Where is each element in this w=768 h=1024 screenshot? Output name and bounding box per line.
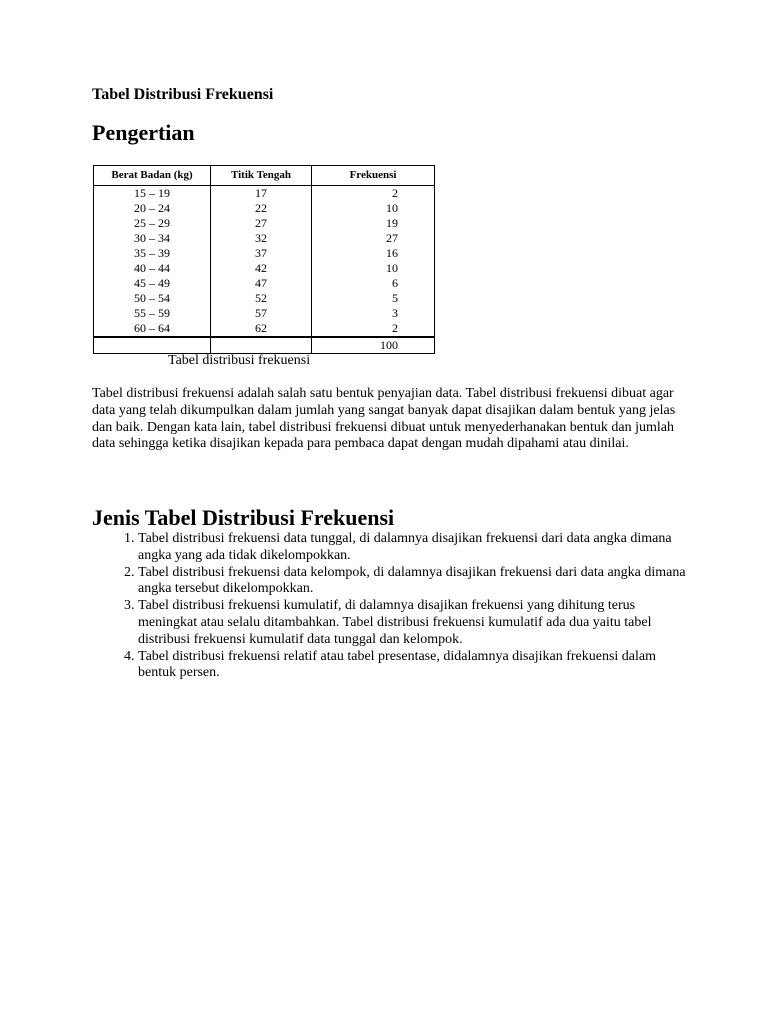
- cell-titik-tengah: 42: [211, 261, 312, 276]
- cell-frekuensi: 10: [312, 261, 435, 276]
- cell-berat-badan: 35 – 39: [94, 246, 211, 261]
- table-row: [94, 291, 435, 306]
- header-berat-badan: Berat Badan (kg): [94, 166, 211, 186]
- table-caption: Tabel distribusi frekuensi: [168, 353, 311, 368]
- table-row: [94, 246, 435, 261]
- heading-pengertian: Pengertian: [92, 120, 195, 145]
- table-header-row: [94, 166, 435, 186]
- header-frekuensi: Frekuensi: [312, 166, 435, 186]
- cell-frekuensi: 27: [312, 231, 435, 246]
- pengertian-paragraph: Tabel distribusi frekuensi adalah salah satu bentuk penyajian data. Tabel distribusi frekuensi dibuat agar data yang telah dikumpulkan dalam jumlah yang sangat banyak dapat disajikan dalam bentuk yang jelas dan baik. Dengan kata lain, tabel distribusi frekuensi dibuat untuk menyederhanakan bentuk dan jumlah data sehingga ketika disajikan kepada para pembaca dapat dengan mudah dipahami atau dinilai.: [92, 386, 676, 452]
- cell-frekuensi: 19: [312, 216, 435, 231]
- cell-berat-badan: 40 – 44: [94, 261, 211, 276]
- cell-frekuensi: 5: [312, 291, 435, 306]
- table-body: [94, 186, 435, 354]
- document-title: Tabel Distribusi Frekuensi: [92, 86, 274, 103]
- heading-jenis: Jenis Tabel Distribusi Frekuensi: [92, 505, 395, 530]
- cell-frekuensi: 6: [312, 276, 435, 291]
- table-row: [94, 261, 435, 276]
- cell-titik-tengah: 57: [211, 306, 312, 321]
- cell-titik-tengah: 52: [211, 291, 312, 306]
- cell-frekuensi: 2: [312, 186, 435, 202]
- cell-frekuensi: 2: [312, 321, 435, 337]
- cell-frekuensi: 16: [312, 246, 435, 261]
- frequency-table: [93, 165, 435, 354]
- table-row: [94, 306, 435, 321]
- cell-frekuensi: 3: [312, 306, 435, 321]
- list-item: 4. Tabel distribusi frekuensi relatif atau tabel presentase, didalamnya disajikan frekuensi dalam bentuk persen.: [138, 649, 692, 683]
- table-row: [94, 231, 435, 246]
- header-titik-tengah: Titik Tengah: [211, 166, 312, 186]
- list-item: 1. Tabel distribusi frekuensi data tunggal, di dalamnya disajikan frekuensi dari data angka dimana angka yang ada tidak dikelompokkan.: [138, 531, 692, 565]
- cell-berat-badan: 20 – 24: [94, 201, 211, 216]
- cell-titik-tengah: 32: [211, 231, 312, 246]
- cell-titik-tengah: 37: [211, 246, 312, 261]
- table-row: [94, 321, 435, 337]
- table-row: [94, 186, 435, 202]
- cell-frekuensi: 10: [312, 201, 435, 216]
- cell-berat-badan: 60 – 64: [94, 321, 211, 337]
- cell-berat-badan: 50 – 54: [94, 291, 211, 306]
- list-item: 2. Tabel distribusi frekuensi data kelompok, di dalamnya disajikan frekuensi dari data angka dimana angka tersebut dikelompokkan.: [138, 565, 692, 599]
- table-row: [94, 201, 435, 216]
- table-total-row: [94, 337, 435, 354]
- cell-titik-tengah: 62: [211, 321, 312, 337]
- table-row: [94, 216, 435, 231]
- cell-empty: [211, 337, 312, 354]
- cell-total-frekuensi: 100: [312, 337, 435, 354]
- list-item: 3. Tabel distribusi frekuensi kumulatif, di dalamnya disajikan frekuensi yang dihitung terus meningkat atau selalu ditambahkan. Tabel distribusi frekuensi kumulatif ada dua yaitu tabel distribusi frekuensi kumulatif data tunggal dan kelompok.: [138, 598, 692, 648]
- cell-empty: [94, 337, 211, 354]
- jenis-list: [92, 531, 692, 682]
- cell-titik-tengah: 22: [211, 201, 312, 216]
- cell-berat-badan: 55 – 59: [94, 306, 211, 321]
- cell-berat-badan: 15 – 19: [94, 186, 211, 202]
- table-row: [94, 276, 435, 291]
- cell-titik-tengah: 17: [211, 186, 312, 202]
- cell-titik-tengah: 27: [211, 216, 312, 231]
- cell-titik-tengah: 47: [211, 276, 312, 291]
- cell-berat-badan: 30 – 34: [94, 231, 211, 246]
- cell-berat-badan: 25 – 29: [94, 216, 211, 231]
- cell-berat-badan: 45 – 49: [94, 276, 211, 291]
